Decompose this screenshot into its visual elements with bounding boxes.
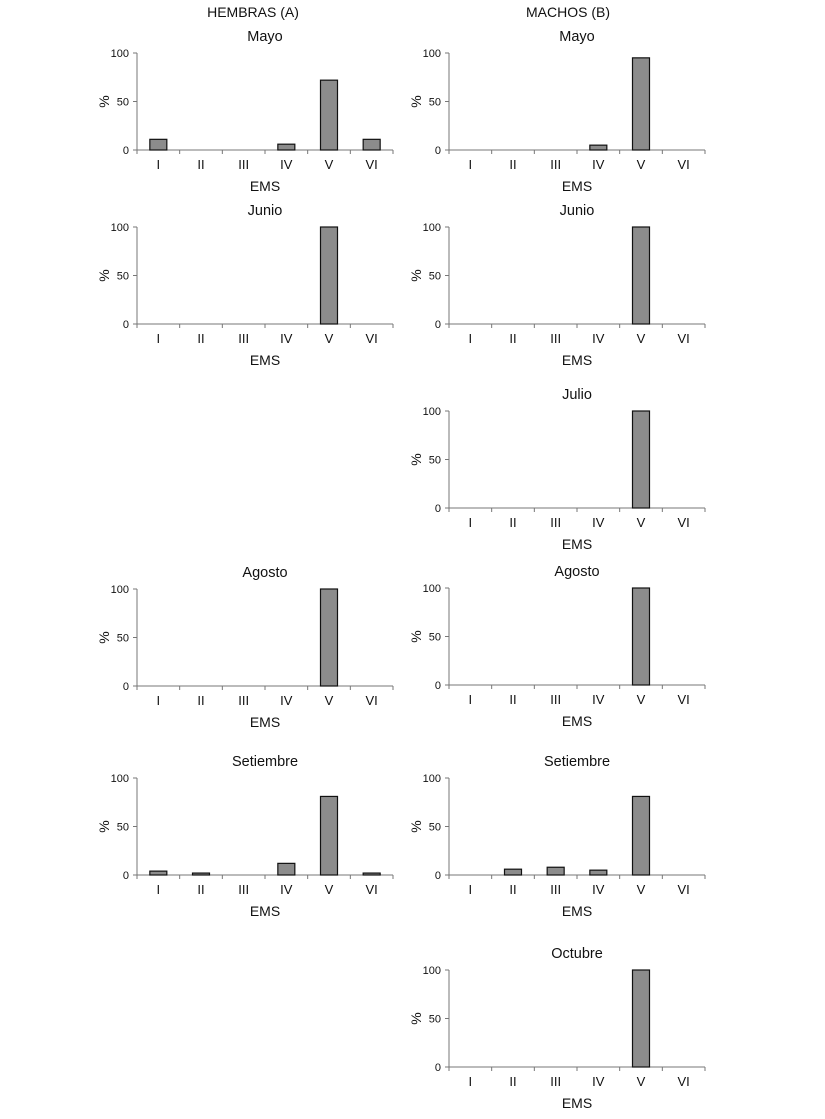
y-axis-label: % bbox=[96, 631, 112, 644]
bar-chart-panel bbox=[389, 748, 719, 920]
x-axis-label: EMS bbox=[561, 903, 593, 919]
y-tick-label: 100 bbox=[422, 406, 441, 418]
y-tick-label: 100 bbox=[422, 583, 441, 595]
bar-V bbox=[633, 58, 650, 150]
y-tick-label: 0 bbox=[434, 680, 441, 692]
column-header-hembras: HEMBRAS (A) bbox=[207, 4, 299, 20]
x-category-label: V bbox=[324, 693, 334, 708]
chart-title: Junio bbox=[247, 203, 283, 219]
x-category-label: II bbox=[197, 331, 205, 346]
y-tick-label: 50 bbox=[116, 96, 129, 109]
x-category-label: V bbox=[636, 692, 646, 707]
y-axis-label: % bbox=[408, 630, 424, 643]
bar-chart-panel bbox=[77, 197, 407, 369]
chart-title: Agosto bbox=[554, 564, 600, 580]
y-tick-label: 50 bbox=[116, 821, 129, 834]
x-category-label: IV bbox=[280, 693, 293, 708]
y-tick-label: 0 bbox=[122, 870, 129, 882]
bar-VI bbox=[363, 139, 380, 150]
chart-title: Junio bbox=[559, 203, 595, 219]
x-category-label: I bbox=[156, 157, 161, 172]
x-category-label: II bbox=[509, 882, 517, 897]
y-axis-label: % bbox=[408, 269, 424, 282]
x-category-label: VI bbox=[365, 693, 378, 708]
chart-title: Mayo bbox=[559, 29, 595, 45]
x-category-label: II bbox=[509, 157, 517, 172]
x-category-label: III bbox=[550, 515, 562, 530]
bar-IV bbox=[278, 863, 295, 875]
x-category-label: III bbox=[550, 331, 562, 346]
bar-III bbox=[547, 867, 564, 875]
bar-chart-panel bbox=[77, 559, 407, 731]
x-category-label: V bbox=[636, 157, 646, 172]
bar-I bbox=[150, 139, 167, 150]
y-tick-label: 0 bbox=[122, 319, 129, 331]
chart-title: Agosto bbox=[242, 565, 288, 581]
bar-chart-panel bbox=[389, 940, 719, 1112]
x-category-label: VI bbox=[677, 1074, 690, 1089]
y-tick-label: 0 bbox=[434, 319, 441, 331]
x-category-label: IV bbox=[592, 157, 605, 172]
x-category-label: IV bbox=[280, 331, 293, 346]
x-category-label: VI bbox=[677, 882, 690, 897]
x-category-label: I bbox=[156, 693, 161, 708]
y-tick-label: 50 bbox=[116, 270, 129, 283]
x-category-label: III bbox=[238, 882, 250, 897]
bar-IV bbox=[590, 145, 607, 150]
x-category-label: V bbox=[636, 1074, 646, 1089]
bar-chart-panel bbox=[389, 197, 719, 369]
y-tick-label: 50 bbox=[116, 632, 129, 645]
y-axis-label: % bbox=[408, 1012, 424, 1025]
x-category-label: II bbox=[197, 157, 205, 172]
y-tick-label: 0 bbox=[122, 145, 129, 157]
x-category-label: III bbox=[550, 1074, 562, 1089]
y-tick-label: 50 bbox=[428, 270, 441, 283]
x-category-label: II bbox=[509, 331, 517, 346]
y-axis-label: % bbox=[96, 820, 112, 833]
y-tick-label: 50 bbox=[428, 821, 441, 834]
y-tick-label: 100 bbox=[110, 773, 129, 785]
x-category-label: II bbox=[197, 693, 205, 708]
bar-II bbox=[193, 873, 210, 875]
y-tick-label: 0 bbox=[434, 1062, 441, 1074]
x-category-label: V bbox=[636, 331, 646, 346]
bar-I bbox=[150, 871, 167, 875]
bar-chart-panel bbox=[77, 748, 407, 920]
x-category-label: IV bbox=[592, 1074, 605, 1089]
x-category-label: I bbox=[468, 515, 473, 530]
x-category-label: VI bbox=[677, 331, 690, 346]
x-category-label: VI bbox=[677, 515, 690, 530]
x-category-label: I bbox=[468, 882, 473, 897]
x-category-label: V bbox=[636, 882, 646, 897]
x-category-label: IV bbox=[592, 331, 605, 346]
x-category-label: III bbox=[550, 157, 562, 172]
chart-title: Setiembre bbox=[231, 754, 299, 770]
x-category-label: V bbox=[324, 882, 334, 897]
x-category-label: VI bbox=[365, 157, 378, 172]
x-category-label: IV bbox=[280, 157, 293, 172]
x-category-label: V bbox=[636, 515, 646, 530]
bar-V bbox=[321, 227, 338, 324]
bar-IV bbox=[590, 870, 607, 875]
bar-chart-panel bbox=[389, 558, 719, 730]
chart-title: Mayo bbox=[247, 29, 283, 45]
bar-V bbox=[633, 588, 650, 685]
chart-title: Julio bbox=[562, 387, 592, 403]
x-category-label: II bbox=[197, 882, 205, 897]
x-category-label: I bbox=[468, 331, 473, 346]
y-tick-label: 100 bbox=[422, 965, 441, 977]
y-tick-label: 0 bbox=[122, 681, 129, 693]
bar-V bbox=[633, 411, 650, 508]
x-category-label: VI bbox=[365, 331, 378, 346]
bar-chart-panel bbox=[389, 23, 719, 195]
bar-V bbox=[633, 970, 650, 1067]
x-category-label: VI bbox=[677, 692, 690, 707]
x-axis-label: EMS bbox=[249, 714, 281, 730]
x-category-label: VI bbox=[365, 882, 378, 897]
y-tick-label: 50 bbox=[428, 454, 441, 467]
y-axis-label: % bbox=[408, 453, 424, 466]
bar-IV bbox=[278, 144, 295, 150]
x-category-label: V bbox=[324, 157, 334, 172]
x-axis-label: EMS bbox=[561, 713, 593, 729]
y-axis-label: % bbox=[96, 269, 112, 282]
y-tick-label: 100 bbox=[110, 584, 129, 596]
y-axis-label: % bbox=[408, 820, 424, 833]
bar-V bbox=[321, 796, 338, 875]
x-category-label: II bbox=[509, 1074, 517, 1089]
y-tick-label: 0 bbox=[434, 145, 441, 157]
x-category-label: II bbox=[509, 515, 517, 530]
x-category-label: I bbox=[468, 692, 473, 707]
chart-title: Octubre bbox=[551, 946, 603, 962]
x-category-label: I bbox=[468, 1074, 473, 1089]
x-axis-label: EMS bbox=[561, 178, 593, 194]
y-axis-label: % bbox=[96, 95, 112, 108]
x-axis-label: EMS bbox=[249, 178, 281, 194]
x-category-label: IV bbox=[592, 882, 605, 897]
bar-VI bbox=[363, 873, 380, 875]
y-tick-label: 50 bbox=[428, 1013, 441, 1026]
x-axis-label: EMS bbox=[249, 352, 281, 368]
y-tick-label: 50 bbox=[428, 96, 441, 109]
y-tick-label: 100 bbox=[422, 773, 441, 785]
y-axis-label: % bbox=[408, 95, 424, 108]
bar-V bbox=[321, 589, 338, 686]
x-category-label: IV bbox=[280, 882, 293, 897]
x-category-label: VI bbox=[677, 157, 690, 172]
y-tick-label: 100 bbox=[422, 48, 441, 60]
x-category-label: III bbox=[550, 692, 562, 707]
x-category-label: II bbox=[509, 692, 517, 707]
bar-V bbox=[321, 80, 338, 150]
x-category-label: III bbox=[238, 331, 250, 346]
x-category-label: I bbox=[156, 331, 161, 346]
x-category-label: III bbox=[550, 882, 562, 897]
bar-V bbox=[633, 227, 650, 324]
chart-title: Setiembre bbox=[543, 754, 611, 770]
x-axis-label: EMS bbox=[561, 536, 593, 552]
y-tick-label: 0 bbox=[434, 503, 441, 515]
x-axis-label: EMS bbox=[249, 903, 281, 919]
x-category-label: III bbox=[238, 693, 250, 708]
x-category-label: III bbox=[238, 157, 250, 172]
x-axis-label: EMS bbox=[561, 1095, 593, 1111]
x-axis-label: EMS bbox=[561, 352, 593, 368]
bar-chart-panel bbox=[77, 23, 407, 195]
x-category-label: IV bbox=[592, 515, 605, 530]
bar-II bbox=[505, 869, 522, 875]
y-tick-label: 0 bbox=[434, 870, 441, 882]
y-tick-label: 100 bbox=[422, 222, 441, 234]
x-category-label: I bbox=[156, 882, 161, 897]
x-category-label: IV bbox=[592, 692, 605, 707]
y-tick-label: 100 bbox=[110, 48, 129, 60]
y-tick-label: 50 bbox=[428, 631, 441, 644]
bar-V bbox=[633, 796, 650, 875]
x-category-label: V bbox=[324, 331, 334, 346]
bar-chart-panel bbox=[389, 381, 719, 553]
y-tick-label: 100 bbox=[110, 222, 129, 234]
x-category-label: I bbox=[468, 157, 473, 172]
column-header-machos: MACHOS (B) bbox=[526, 4, 610, 20]
